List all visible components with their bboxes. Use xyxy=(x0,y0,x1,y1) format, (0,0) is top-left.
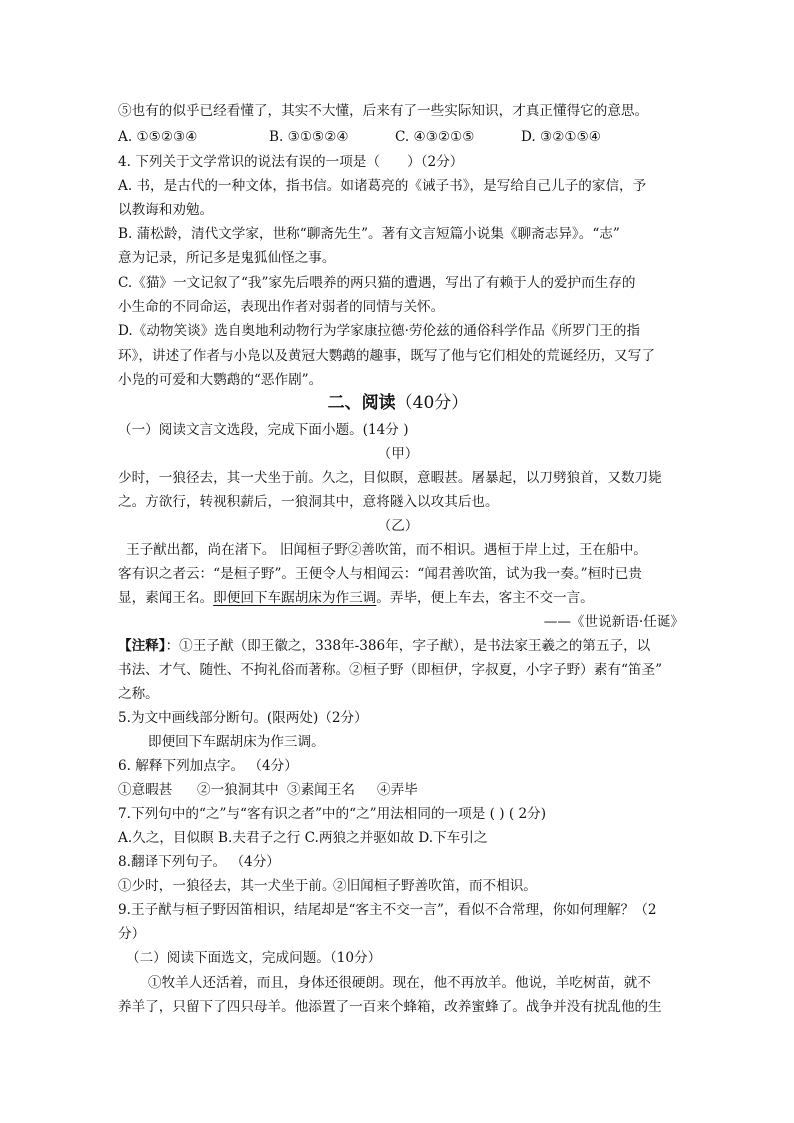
q4-option-b-line2: 意为记录，所记多是鬼狐仙怪之事。 xyxy=(118,250,336,266)
passage-2-line2: 养羊了，只留下了四只母羊。他添置了一百来个蜂箱，改养蜜蜂了。战争并没有扰乱他的生 xyxy=(118,999,662,1015)
passage-source: ——《世说新语·任诞》 xyxy=(543,614,684,630)
question-8: 8.翻译下列句子。 （4分） xyxy=(118,854,280,870)
note-line1 xyxy=(118,634,678,658)
passage-yi-text: 。弄毕，便上车去，客主不交一言。 xyxy=(376,590,594,606)
part-2-instruction: （二）阅读下面选文，完成问题。（10分） xyxy=(126,950,382,966)
note-label: 【注释】 xyxy=(118,638,166,654)
passage-yi-label: （乙） xyxy=(377,518,419,534)
q6-item: ④弄毕 xyxy=(377,782,418,798)
q6-item: ③素闻王名 xyxy=(287,782,355,798)
question-9-line1: 9.王子猷与桓子野因笛相识，结尾却是“客主不交一言”，看似不合常理，你如何理解？（2 xyxy=(118,902,657,918)
q4-option-c-line1: C.《猫》一文记叙了“我”家先后喂养的两只猫的遭遇，写出了有赖于人的爱护而生存的 xyxy=(118,275,636,291)
note-line3: 之称。 xyxy=(118,686,159,702)
q4-option-a-line2: 以教诲和劝勉。 xyxy=(118,202,214,218)
passage-yi-line1: 王子猷出都，尚在渚下。 旧闻桓子野②善吹笛，而不相识。遇桓于岸上过，王在船中。 xyxy=(126,542,647,558)
q4-option-c-line2: 小生命的不同命运，表现出作者对弱者的同情与关怀。 xyxy=(118,299,445,315)
option-c: C. ④③②①⑤ xyxy=(395,129,475,145)
q8-item: ①少时，一狼径去，其一犬坐于前。 xyxy=(118,878,336,894)
option-b: B. ③①⑤②④ xyxy=(269,129,349,145)
q6-item: ②一狼洞其中 xyxy=(197,782,279,798)
passage-jia-line1: 少时，一狼径去，其一犬坐于前。久之，目似瞑，意暇甚。屠暴起，以刀劈狼首，又数刀毙 xyxy=(118,470,662,486)
question-9-line2: 分） xyxy=(118,926,146,942)
q8-items xyxy=(118,874,678,898)
passage-yi-text: 显，素闻王名。 xyxy=(118,590,214,606)
q7-options: A.久之，目似瞑 B.夫君子之行 C.两狼之并驱如故 D.下车引之 xyxy=(118,830,488,846)
passage-yi-line3 xyxy=(118,586,678,610)
q5-sentence: 即便回下车踞胡床为作三调。 xyxy=(148,734,325,750)
q4-option-d-line2: 环》，讲述了作者与小凫以及黄冠大鹦鹉的趣事，既写了他与它们相处的荒诞经历，又写了 xyxy=(118,348,655,364)
question-6: 6. 解释下列加点字。 （4分） xyxy=(118,758,298,774)
q6-items xyxy=(118,778,678,802)
question-5: 5.为文中画线部分断句。(限两处)（2分） xyxy=(118,710,368,726)
question-4: 4. 下列关于文学常识的说法有误的一项是（ ）（2分） xyxy=(118,154,464,170)
q3-options xyxy=(118,125,678,149)
underlined-sentence: 即便回下车踞胡床为作三调 xyxy=(213,590,377,606)
passage-jia-label: （甲） xyxy=(377,446,419,462)
section-2-title: 二、阅读 xyxy=(327,393,396,413)
option-a: A. ①⑤②③④ xyxy=(118,129,198,145)
option-d: D. ③②①⑤④ xyxy=(521,129,601,145)
passage-jia-line2: 之。方欲行，转视积薪后，一狼洞其中，意将隧入以攻其后也。 xyxy=(118,494,499,510)
q4-option-b-line1: B. 蒲松龄，清代文学家，世称“聊斋先生”。著有文言短篇小说集《聊斋志异》。“志” xyxy=(118,226,620,242)
note-line2: 书法、才气、随性、不拘礼俗而著称。②桓子野（即桓伊，字叔夏，小字子野）素有“笛圣” xyxy=(118,662,663,678)
passage-2-line1: ①牧羊人还活着，而且，身体还很硬朗。现在，他不再放羊。他说，羊吃树苗，就不 xyxy=(148,975,651,991)
part-1-instruction: （一）阅读文言文选段，完成下面小题。(14分 ) xyxy=(118,422,409,438)
section-2-heading xyxy=(118,391,678,415)
passage-yi-line2: 客有识之者云：“是桓子野”。王便令人与相闻云：“闻君善吹笛，试为我一奏。”桓时已贵 xyxy=(118,566,642,582)
q4-option-d-line1: D.《动物笑谈》选自奥地利动物行为学家康拉德·劳伦兹的通俗科学作品《所罗门王的指 xyxy=(118,323,641,339)
q6-item: ①意暇甚 xyxy=(118,782,173,798)
section-2-score: （40分） xyxy=(395,393,469,413)
note-text: ：①王子猷（即王徽之，338年-386年，字子猷），是书法家王羲之的第五子，以 xyxy=(165,638,651,654)
q8-item: ②旧闻桓子野善吹笛，而不相识。 xyxy=(333,878,537,894)
q4-option-d-line3: 小凫的可爱和大鹦鹉的“恶作剧”。 xyxy=(118,372,323,388)
question-7: 7.下列句中的“之”与“客有识之者”中的“之”用法相同的一项是 ( ) ( 2分) xyxy=(118,806,547,822)
q4-option-a-line1: A. 书，是古代的一种文体，指书信。如诸葛亮的《诫子书》，是写给自己儿子的家信，予 xyxy=(118,178,647,194)
text-line: ⑤也有的似乎已经看懂了，其实不大懂，后来有了一些实际知识，才真正懂得它的意思。 xyxy=(118,103,649,119)
